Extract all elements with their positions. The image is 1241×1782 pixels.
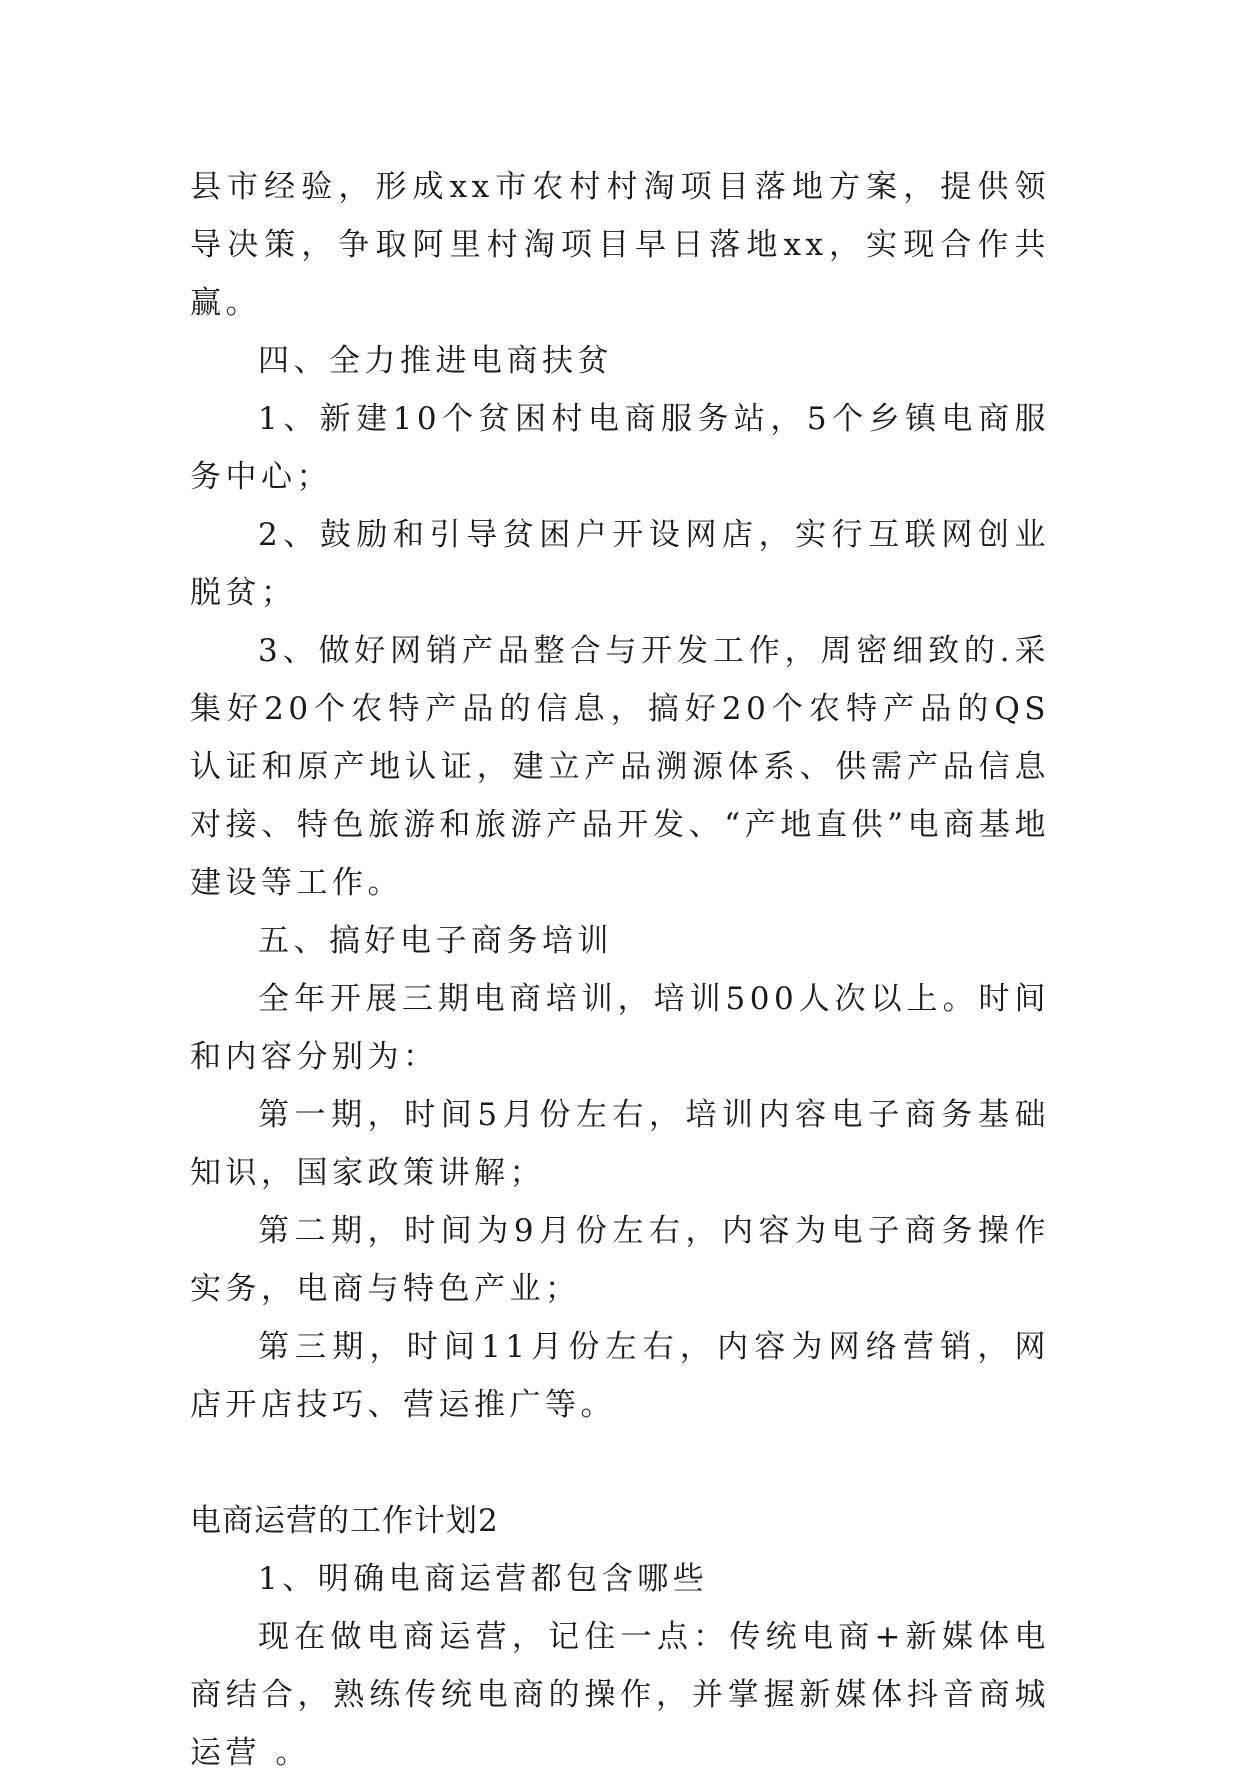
item-product-integration: 3、做好网销产品整合与开发工作，周密细致的.采集好20个农特产品的信息，搞好20个农特产品的QS认证和原产地认证，建立产品溯源体系、供需产品信息对接、特色旅游和旅游产品开发、“产地直供”电商基地建设等工作。 <box>190 633 1050 901</box>
paragraph-training-phase-2: 第二期，时间为9月份左右，内容为电子商务操作实务，电商与特色产业； <box>190 1213 1050 1307</box>
heading-ecommerce-training: 五、搞好电子商务培训 <box>258 923 613 959</box>
paragraph-training-phase-1: 第一期，时间5月份左右，培训内容电子商务基础知识，国家政策讲解； <box>190 1097 1050 1191</box>
paragraph-training-phase-3: 第三期，时间11月份左右，内容为网络营销，网店开店技巧、营运推广等。 <box>190 1329 1050 1423</box>
item-service-stations: 1、新建10个贫困村电商服务站，5个乡镇电商服务中心； <box>190 401 1050 495</box>
document-body <box>190 158 1050 1782</box>
paragraph-training-overview: 全年开展三期电商培训，培训500人次以上。时间和内容分别为： <box>190 981 1050 1075</box>
paragraph-operations-advice: 现在做电商运营，记住一点：传统电商+新媒体电商结合，熟练传统电商的操作，并掌握新媒体抖音商城运营 。 <box>190 1619 1050 1771</box>
paragraph-plan-conclusion: 县市经验，形成xx市农村村淘项目落地方案，提供领导决策，争取阿里村淘项目早日落地xx，实现合作共赢。 <box>190 169 1050 321</box>
section-spacer <box>190 1434 1050 1492</box>
item-define-operations: 1、明确电商运营都包含哪些 <box>258 1561 709 1597</box>
item-online-stores: 2、鼓励和引导贫困户开设网店，实行互联网创业脱贫； <box>190 517 1050 611</box>
section-title: 电商运营的工作计划2 <box>190 1503 499 1539</box>
heading-poverty-alleviation: 四、全力推进电商扶贫 <box>258 343 613 379</box>
